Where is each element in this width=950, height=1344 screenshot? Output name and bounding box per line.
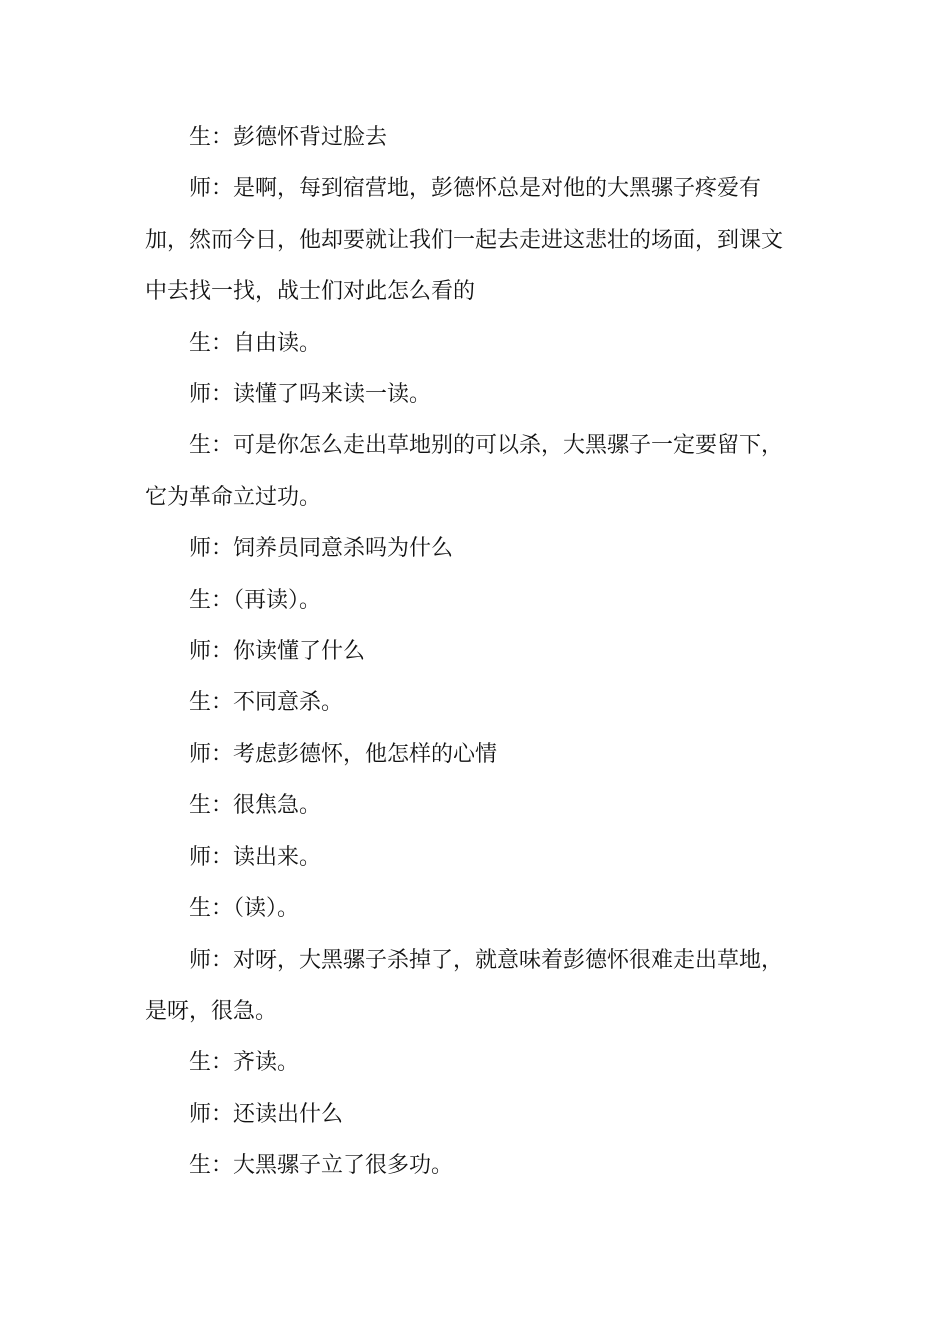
paragraph <box>145 832 795 883</box>
paragraph <box>145 523 795 574</box>
paragraph <box>145 729 795 780</box>
paragraph <box>145 1089 795 1140</box>
document-body <box>145 112 795 1192</box>
text-line: 加，然而今日，他却要就让我们一起去走进这悲壮的场面，到课文 <box>145 227 784 253</box>
text-line: 生：大黑骡子立了很多功。 <box>189 1153 454 1179</box>
text-line: 师：读懂了吗来读一读。 <box>189 382 432 408</box>
text-line: 它为革命立过功。 <box>145 484 322 510</box>
text-line: 中去找一找，战士们对此怎么看的 <box>145 279 476 305</box>
text-line: 生：可是你怎么走出草地别的可以杀，大黑骡子一定要留下， <box>189 433 784 459</box>
text-line: 生：很焦急。 <box>189 793 322 819</box>
paragraph <box>145 163 795 317</box>
paragraph <box>145 780 795 831</box>
paragraph <box>145 677 795 728</box>
text-line: 生：不同意杀。 <box>189 690 344 716</box>
text-line: 是呀，很急。 <box>145 998 278 1024</box>
text-line: 师：饲养员同意杀吗为什么 <box>189 536 454 562</box>
text-line: 生：（读）。 <box>189 896 300 922</box>
text-line: 生：（再读）。 <box>189 587 322 613</box>
paragraph <box>145 575 795 626</box>
paragraph <box>145 1140 795 1191</box>
paragraph <box>145 935 795 1038</box>
text-line: 师：你读懂了什么 <box>189 639 366 665</box>
text-line: 生：齐读。 <box>189 1050 300 1076</box>
text-line: 师：是啊，每到宿营地，彭德怀总是对他的大黑骡子疼爱有 <box>189 176 762 202</box>
text-line: 师：对呀，大黑骡子杀掉了，就意味着彭德怀很难走出草地， <box>189 947 784 973</box>
paragraph <box>145 626 795 677</box>
text-line: 生：自由读。 <box>189 330 322 356</box>
text-line: 师：考虑彭德怀，他怎样的心情 <box>189 741 498 767</box>
paragraph <box>145 318 795 369</box>
paragraph <box>145 420 795 523</box>
paragraph <box>145 883 795 934</box>
paragraph <box>145 369 795 420</box>
text-line: 生：彭德怀背过脸去 <box>189 125 388 150</box>
paragraph <box>145 112 795 163</box>
paragraph <box>145 1037 795 1088</box>
text-line: 师：读出来。 <box>189 844 322 870</box>
text-line: 师：还读出什么 <box>189 1101 344 1127</box>
